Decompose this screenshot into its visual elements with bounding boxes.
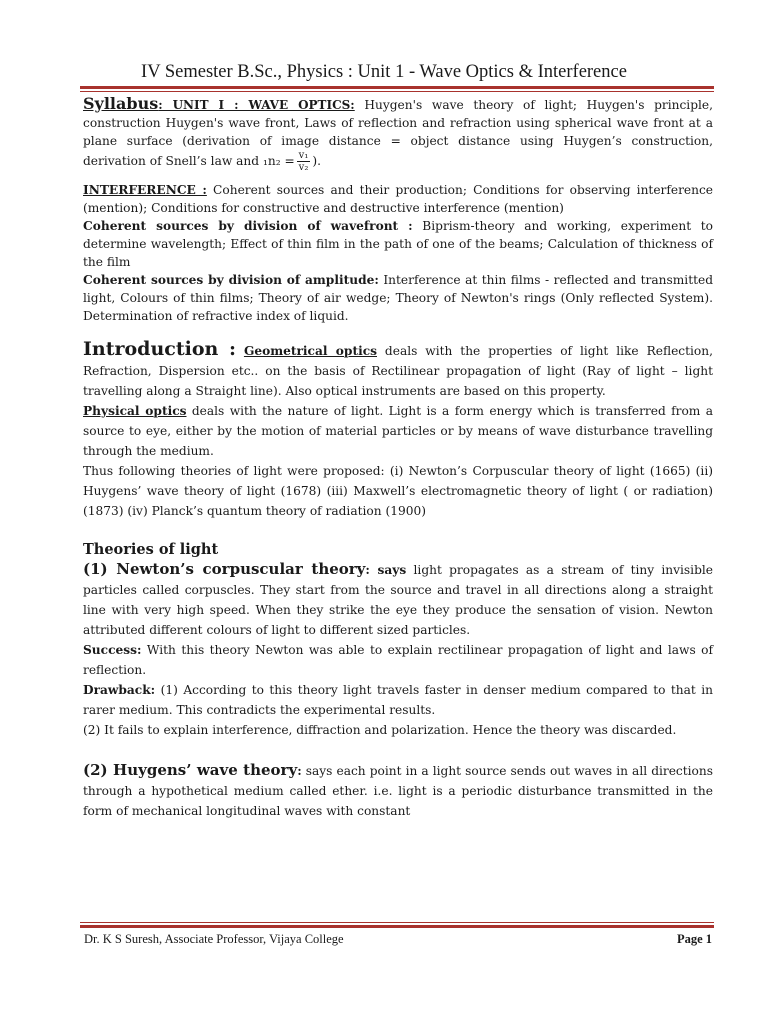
formula-fraction xyxy=(297,150,311,173)
amplitude-label: Coherent sources by division of amplitude: xyxy=(83,273,379,287)
drawback-paragraph xyxy=(83,680,713,720)
formula-lhs: ₁n₂ = xyxy=(262,154,295,168)
drawback-paragraph-2: (2) It fails to explain interference, diffraction and polarization. Hence the theory was discarded. xyxy=(83,723,677,737)
newton-paragraph xyxy=(83,559,713,640)
interference-label: INTERFERENCE : xyxy=(83,183,207,197)
introduction-paragraph xyxy=(83,339,713,401)
wavefront-label: Coherent sources by division of wavefront : xyxy=(83,219,413,233)
footer-page-number: Page 1 xyxy=(676,932,712,946)
geometrical-optics-label: Geometrical optics xyxy=(243,344,377,358)
newton-says: : says xyxy=(365,563,407,577)
huygens-colon: : xyxy=(297,764,302,778)
footer-rule-thick xyxy=(80,925,714,928)
formula-denominator: v₂ xyxy=(298,162,309,173)
syllabus-unit: : UNIT I : WAVE OPTICS: xyxy=(158,98,355,112)
physical-optics-paragraph xyxy=(83,401,713,461)
physical-optics-text: deals with the nature of light. Light is a form energy which is transferred from a source to eye, either by the motion of material particles or by means of wave disturbance travelling through the medium. xyxy=(83,404,714,458)
footer-author: Dr. K S Suresh, Associate Professor, Vijaya College xyxy=(84,932,344,946)
success-label: Success: xyxy=(83,643,142,657)
amplitude-text: Interference at thin films - reflected and transmitted light, Colours of thin films; Theory of air wedge; Theory of Newton's rings (Only reflected System). Determination of refractive index of liquid. xyxy=(83,273,714,323)
huygens-paragraph xyxy=(83,760,713,821)
newton-text: light propagates as a stream of tiny invisible particles called corpuscles. They start from the source and travel in all directions along a straight line with very high speed. When they strike the eye they produce the sensation of vision. Newton attributed different colours of light to different sized particles. xyxy=(83,563,713,637)
syllabus-label: Syllabus xyxy=(83,94,159,113)
geometrical-optics-text: deals with the properties of light like Reflection, Refraction, Dispersion etc.. on the basis of Rectilinear propagation of light (Ray of light – light travelling along a Straight line). Also optical instruments are based on this property. xyxy=(83,344,713,398)
drawback-text-1: (1) According to this theory light travels faster in denser medium compared to that in rarer medium. This contradicts the experimental results. xyxy=(83,683,713,717)
amplitude-paragraph xyxy=(83,271,713,325)
theories-list-paragraph: Thus following theories of light were proposed: (i) Newton’s Corpuscular theory of light (1665) (ii) Huygens’ wave theory of light (1678) (iii) Maxwell’s electromagnetic theory of light ( or radiation) (1873) (iv) Planck’s quantum theory of radiation (1900) xyxy=(83,464,713,518)
header-rule-thin xyxy=(80,91,714,92)
syllabus-paragraph xyxy=(83,95,713,173)
interference-paragraph xyxy=(83,181,713,217)
wavefront-text: Biprism-theory and working, experiment to determine wavelength; Effect of thin film in the path of one of the beams; Calculation of thickness of the film xyxy=(83,219,713,269)
page-header-title: IV Semester B.Sc., Physics : Unit 1 - Wave Optics & Interference xyxy=(141,62,627,82)
introduction-heading: Introduction : xyxy=(83,338,236,360)
footer-rule-thin xyxy=(80,922,714,923)
interference-text: Coherent sources and their production; Conditions for observing interference (mention); Conditions for constructive and destructive interference (mention) xyxy=(83,183,714,215)
huygens-theory-title: (2) Huygens’ wave theory xyxy=(83,761,298,779)
formula-numerator: v₁ xyxy=(298,150,309,161)
syllabus-text-end: ). xyxy=(312,154,321,168)
success-paragraph xyxy=(83,640,713,680)
success-text: With this theory Newton was able to explain rectilinear propagation of light and laws of reflection. xyxy=(83,643,713,677)
syllabus-text: Huygen's wave theory of light; Huygen's principle, construction Huygen's wave front, Laws of reflection and refraction using spherical wave front at a plane surface (derivation of image distance = object distance using Huygen’s construction, derivation of Snell’s law and xyxy=(83,98,713,168)
huygens-text: says each point in a light source sends out waves in all directions through a hypothetical medium called ether. i.e. light is a periodic disturbance transmitted in the form of mechanical longitudinal waves with constant xyxy=(83,764,713,818)
header-rule-thick xyxy=(80,86,714,89)
newton-theory-title: (1) Newton’s corpuscular theory xyxy=(83,560,366,578)
wavefront-paragraph xyxy=(83,217,713,271)
drawback-label: Drawback: xyxy=(83,683,156,697)
document-body xyxy=(83,95,713,821)
theories-heading: Theories of light xyxy=(83,541,219,558)
physical-optics-label: Physical optics xyxy=(83,404,187,418)
